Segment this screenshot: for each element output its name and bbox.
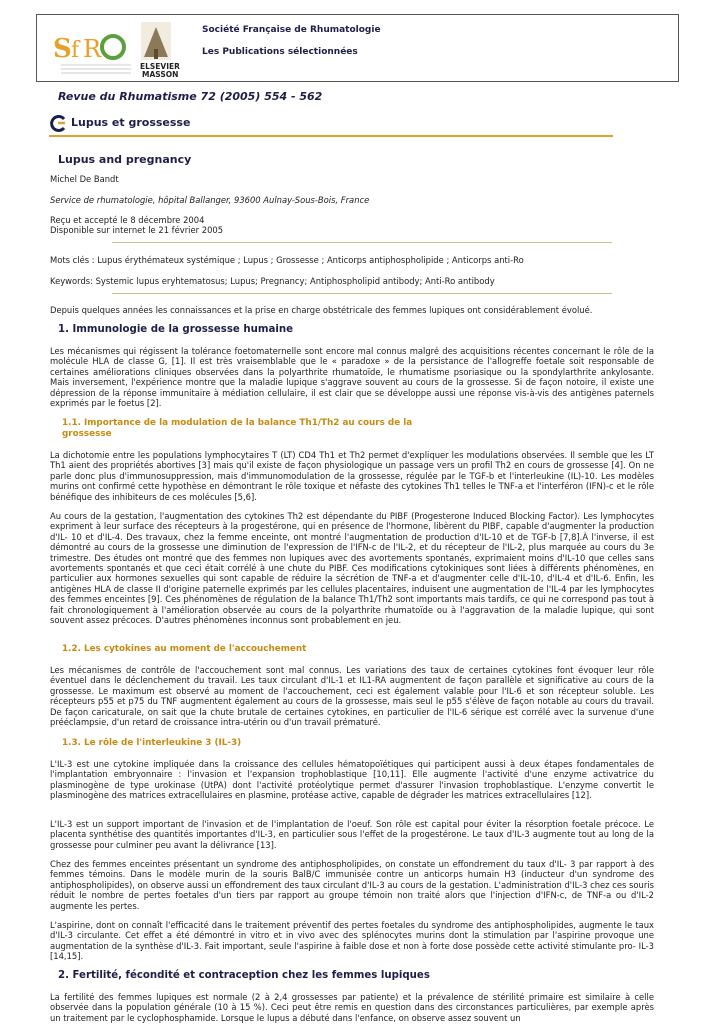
keywords-en: Keywords: Systemic lupus eryhtematosus; Lupus; Pregnancy; Antiphospholipid antibody; Anti-Ro antibody (50, 276, 495, 286)
affiliation: Service de rhumatologie, hôpital Ballanger, 93600 Aulnay-Sous-Bois, France (50, 195, 370, 205)
section-1-3-paragraph-3: Chez des femmes enceintes présentant un syndrome des antiphospholipides, on constate un effondrement du taux d'IL- 3 par rapport à des femmes témoins. Dans le modèle murin de la souris BalB/C immunisée contre un anticorps humain H3 (inducteur d'un syndrome des antiphospholipides), on observe aussi un effondrement des taux circulant d'IL-3 au cours de la gestation. L'administration d'IL-3 chez ces souris réduit le nombre de pertes foetales d'un tiers par rapport au groupe témoin non traité alors que l'injection d'IFN-c, de TNF-a ou d'IL-2 augmente les pertes. (50, 859, 654, 911)
section-1-3-paragraph-2: L'IL-3 est un support important de l'invasion et de l'implantation de l'oeuf. Son rôle est capital pour éviter la résorption foetale précoce. Le placenta synthétise des quantités importantes d'IL-3, en particulier sous l'effet de la progestérone. Le taux d'IL-3 augmente tout au long de la grossesse pour culminer peu avant la délivrance [13]. (50, 819, 654, 850)
section-2-paragraph: La fertilité des femmes lupiques est normale (2 à 2,4 grossesses par patiente) et la prévalence de stérilité primaire est similaire à celle observée dans la population générale (10 à 15 %). Ceci peut être remis en question dans des circonstances particulières, par exemple après un traitement par le cyclophosphamide. Lorsque le lupus a débuté dans l'enfance, on observe assez souvent un (50, 992, 654, 1023)
english-title: Lupus and pregnancy (58, 153, 192, 166)
svg-text:MASSON: MASSON (142, 70, 179, 79)
page-title: Lupus et grossesse (71, 116, 191, 129)
section-1-3-heading: 1.3. Le rôle de l'interleukine 3 (IL-3) (62, 738, 242, 748)
section-1-3-paragraph-1: L'IL-3 est une cytokine impliquée dans la croissance des cellules hématopoïétiques qui participent aussi à deux étapes fondamentales de l'implantation embryonnaire : l'invasion et l'expansion trophoblastique [10,11]. Elle augmente l'activité d'une enzyme activatrice du plasminogène de type urokinase (UtPA) dont l'activité protéolytique permet d'assurer l'invasion trophoblastique. L'enzyme convertit le plasminogène des matrices extracellulaires en plasmine, protéase active, capable de dégrader les matrices extracellulaires [12]. (50, 759, 654, 801)
section-1-2-heading: 1.2. Les cytokines au moment de l'accouchement (62, 644, 307, 654)
svg-text:f: f (71, 38, 80, 63)
section-1-paragraph: Les mécanismes qui régissent la tolérance foetomaternelle sont encore mal connus malgré des acquisitions récentes concernant le rôle de la molécule HLA de classe G, [1]. Il est très vraisemblable que le « paradoxe » de la persistance de l'allogreffe foetale soit responsable de certaines améliorations cliniques observées dans la polyarthrite rhumatoïde, le rhumatisme psoriasique ou la spondylarthrite ankylosante. Mais inversement, l'expérience montre que la maladie lupique s'aggrave souvent au cours de la grossesse. Si de façon notoire, il existe une dépression de la réponse immunitaire à médiation cellulaire, il est clair que se développe aussi une réponse vis-à-vis des antigènes paternels exprimés par le foetus [2]. (50, 346, 654, 409)
svg-text:S: S (53, 34, 72, 64)
svg-text:ELSEVIER: ELSEVIER (140, 62, 180, 71)
online-date: Disponible sur internet le 21 février 2005 (50, 225, 224, 235)
sfr-swirl-icon (49, 114, 67, 132)
sfr-logo-icon (51, 19, 211, 79)
logos (51, 19, 211, 79)
intro-paragraph: Depuis quelques années les connaissances et la prise en charge obstétricale des femmes lupiques ont considérablement évolué. (50, 305, 593, 315)
section-1-1-paragraph-1: La dichotomie entre les populations lymphocytaires T (LT) CD4 Th1 et Th2 permet d'expliquer les modulations observées. Il semble que les LT Th1 aient des propriétés abortives [3] mais qu'il existe de façon physiologique un passage vers un profil Th2 en cours de grossesse [4]. On ne parle donc plus d'immunosuppression, mais d'immunomodulation de la grossesse, régulée par le TGF-b et l'interleukine (IL)-10. Les modèles murins ont confirmé cette hypothèse en démontrant le rôle toxique et néfaste des cytokines Th1 telles le TNF-a et l'interféron (IFN)-c et le rôle bénéfique des inhibiteurs de ces molécules [5,6]. (50, 450, 654, 502)
svg-text:R: R (83, 35, 102, 63)
title-row (49, 113, 613, 137)
author: Michel De Bandt (50, 174, 119, 184)
section-1-1-paragraph-2: Au cours de la gestation, l'augmentation des cytokines Th2 est dépendante du PIBF (Progesterone Induced Blocking Factor). Les lymphocytes expriment à leur surface des récepteurs à la progestérone, qui en présence de l'hormone, libèrent du PIBF, capable d'augmenter la production d'IL- 10 et d'IL-4. Des travaux, chez la femme enceinte, ont montré l'augmentation de production d'IL-10 et de TGF-b [7,8].À l'inverse, il est démontré au cours de la grossesse une diminution de l'expression de l'IFN-c de l'IL-2, et du récepteur de l'IL-2, plus marquée au cours du 3e trimestre. Des études ont montré que des femmes non lupiques avec des avortements spontanés, exprimaient moins d'IL-10 que celles sans avortements spontanés et que ceci était corrélé à une chute du PIBF. Ces modifications cytokiniques sont liées à différents phénomènes, en particulier aux hormones sexuelles qui sont capable de réduire la sécrétion de TNF-a et d'augmenter celle d'IL-10, d'IL-4 et d'IL-6. Enfin, les antigènes HLA de classe II d'origine paternelle exprimés par les cellules placentaires, induisent une augmentation de l'IL-4 par les lymphocytes des femmes enceintes [9]. Ces phénomènes de régulation de la balance Th1/Th2 sont importants mais tardifs, ce qui ne correspond pas tout à fait chronologiquement à l'amélioration observée au cours de la polyarthrite rhumatoïde ou à l'aggravation de la maladie lupique, qui sont souvent assez précoces. D'autres phénomènes inconnus sont probablement en jeu. (50, 511, 654, 626)
received-date: Reçu et accepté le 8 décembre 2004 (50, 215, 205, 225)
section-1-3-paragraph-4: L'aspirine, dont on connaît l'efficacité dans le traitement préventif des pertes foetales du syndrome des antiphospholipides, augmente le taux d'IL-3 circulante. Cet effet a été démontré in vitro et in vivo avec des splénocytes murins dont la stimulation par l'aspirine provoque une augmentation de la synthèse d'IL-3. Fait important, seule l'aspirine à faible dose et non à forte dose possède cette activité stimulante pro- IL-3 [14,15]. (50, 920, 654, 962)
publications-link[interactable]: Les Publications sélectionnées (202, 47, 358, 57)
divider (112, 293, 612, 294)
journal-reference: Revue du Rhumatisme 72 (2005) 554 - 562 (58, 90, 323, 103)
section-1-heading: 1. Immunologie de la grossesse humaine (58, 324, 294, 335)
keywords-fr: Mots clés : Lupus érythémateux systémique ; Lupus ; Grossesse ; Anticorps antiphospholipide ; Anticorps anti-Ro (50, 255, 524, 265)
section-1-1-heading: 1.1. Importance de la modulation de la balance Th1/Th2 au cours de la grossesse (62, 418, 413, 439)
society-name: Société Française de Rhumatologie (202, 25, 381, 35)
section-2-heading: 2. Fertilité, fécondité et contraception chez les femmes lupiques (58, 970, 430, 981)
header-box (36, 14, 679, 82)
divider (112, 242, 612, 243)
section-1-2-paragraph: Les mécanismes de contrôle de l'accouchement sont mal connus. Les variations des taux de certaines cytokines font évoquer leur rôle éventuel dans le déclenchement du travail. Les taux circulant d'IL-1 et IL1-RA augmentent de façon parallèle et significative au cours de la grossesse. Le maximum est observé au moment de l'accouchement, ceci est également valable pour l'IL-6 et son récepteur soluble. Les récepteurs p55 et p75 du TNF augmentent également au cours de la grossesse, mais seul le p55 s'élève de façon notable au cours du travail. De façon caricaturale, on sait que la chute brutale de certaines cytokines, en particulier de l'IL-6 sérique est corrélé avec la survenue d'une prééclampsie, d'un retard de croissance intra-utérin ou d'un travail prématuré. (50, 665, 654, 728)
